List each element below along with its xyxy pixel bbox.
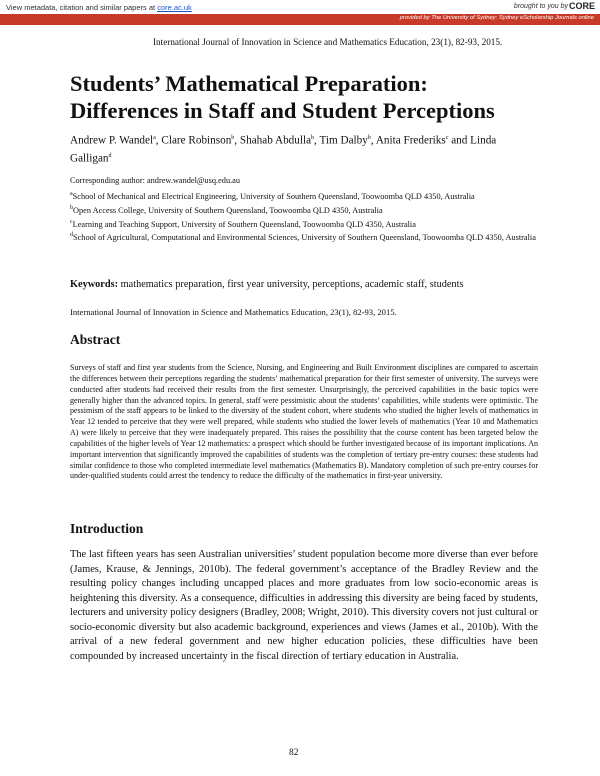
keywords — [70, 279, 540, 290]
affiliation-mark: b — [70, 204, 73, 211]
author-name: Anita Frederiks — [375, 134, 446, 147]
affiliation-mark: a — [70, 191, 73, 197]
corresponding-author: Corresponding author: andrew.wandel@usq.edu.au — [70, 176, 241, 185]
core-logo[interactable]: CORE — [568, 1, 595, 11]
affiliation-text: School of Mechanical and Electrical Engineering, University of Southern Queensland, Toowoomba QLD 4350, Australia — [72, 191, 475, 201]
author-affiliation-mark: b — [231, 135, 235, 141]
author-affiliation-mark: c — [445, 135, 449, 141]
author-list — [70, 131, 540, 166]
keywords-text: mathematics preparation, first year university, perceptions, academic staff, students — [120, 279, 464, 290]
title-line-2: Differences in Staff and Student Perceptions — [70, 98, 495, 123]
author-separator: , — [234, 134, 240, 147]
author-separator: , — [155, 134, 162, 147]
core-metadata-notice — [6, 3, 192, 12]
core-provider-text[interactable]: provided by The University of Sydney: Sydney eScholarship Journals online — [399, 15, 594, 21]
core-provider-bar — [0, 14, 600, 25]
author-separator: , — [314, 134, 320, 147]
affiliation-text: School of Agricultural, Computational and Environmental Sciences, University of Southern Queensland, Toowoomba QLD 4350, Australia — [73, 233, 536, 243]
affiliation-text: Learning and Teaching Support, University of Southern Queensland, Toowoomba QLD 4350, Australia — [72, 219, 416, 229]
affiliation-item — [70, 217, 540, 230]
introduction-text: The last fifteen years has seen Australian universities’ student population become more diverse than ever before (James, Krause, & Jennings, 2010b). The federal government’s acceptance of the Bradley Review and the resulting policy changes including uncapped places and more graduates from low socio-economic areas is heightening this diversity. As a consequence, difficulties in addressing this diversity are being faced by students, lecturers and university policy designers (Bradley, 2008; Wright, 2010). This diversity covers not just cultural or socio-economic diversity but also academic background, experiences and views (James et al., 2010b). With the arrival of a new federal government and new higher education policies, these difficulties have been compounded by increased uncertainty in the fiscal direction of tertiary education in Australia. — [70, 549, 538, 662]
author-affiliation-mark: b — [311, 135, 315, 141]
author-affiliation-mark: d — [108, 152, 112, 159]
introduction-heading: Introduction — [70, 521, 144, 536]
author-name: Andrew P. Wandel — [70, 134, 154, 147]
core-view-text: View metadata, citation and similar papers at — [6, 3, 156, 12]
journal-header: International Journal of Innovation in Science and Mathematics Education, 23(1), 82-93, 2015. — [153, 37, 503, 47]
citation-line: International Journal of Innovation in Science and Mathematics Education, 23(1), 82-93, 2015. — [70, 307, 397, 317]
author-separator: , — [370, 134, 376, 147]
affiliation-mark: c — [70, 218, 73, 225]
author-name: Linda Galligan — [70, 134, 497, 165]
title-line-1: Students’ Mathematical Preparation: — [70, 71, 428, 96]
author-name: Clare Robinson — [161, 134, 232, 147]
affiliation-item — [70, 189, 540, 202]
affiliation-item — [70, 203, 540, 216]
author-affiliation-mark: a — [153, 135, 156, 141]
keywords-label: Keywords: — [70, 279, 119, 290]
affiliation-list — [70, 189, 540, 244]
core-link[interactable]: core.ac.uk — [157, 3, 192, 12]
author-name: Shahab Abdulla — [239, 134, 312, 147]
page-number: 82 — [289, 748, 299, 758]
core-banner — [0, 0, 600, 14]
abstract-heading: Abstract — [70, 332, 121, 347]
core-brought-text: brought to you by — [513, 3, 568, 10]
abstract-text: Surveys of staff and first year students from the Science, Nursing, and Engineering and Built Environment disciplines are compared to ascertain the differences between their perceptions regarding the students’ mathematical preparation for their first semester of university. The surveys were conducted after students had received their results from the first semester. Unsurprisingly, the perceived capabilities in the basic topics were generally higher than the advanced topics. In general, staff were pessimistic about the students’ capabilities, while students were optimistic. The pessimism of the staff appears to be linked to the diversity of the student cohort, where students who studied the higher levels of mathematics in Year 12 tended to perceive that they were well prepared, while students who studied the lower levels of mathematics (Year 10 and Mathematics A) were likely to perceive that they were inadequately prepared. This raises the possibility that the course content has been targeted below the capabilities of the higher levels of Year 12 mathematics: a prospect which should be further investigated because of its important implications. An important intervention that significantly improved the capabilities of students was the completion of tertiary pre-entry courses: these students had similar confidence to those who completed intermediate level mathematics (Mathematics B). Mandatory completion of such pre-entry courses for under-qualified students could arrest the tendency to reduce the difficulty of the mathematics in first-year university. — [70, 363, 538, 481]
affiliation-text: Open Access College, University of Southern Queensland, Toowoomba QLD 4350, Australia — [73, 205, 383, 215]
author-separator: and — [448, 134, 471, 147]
author-name: Tim Dalby — [319, 134, 368, 147]
author-affiliation-mark: b — [367, 135, 371, 141]
affiliation-item — [70, 230, 540, 243]
affiliation-mark: d — [70, 232, 73, 239]
paper-title — [70, 70, 540, 124]
